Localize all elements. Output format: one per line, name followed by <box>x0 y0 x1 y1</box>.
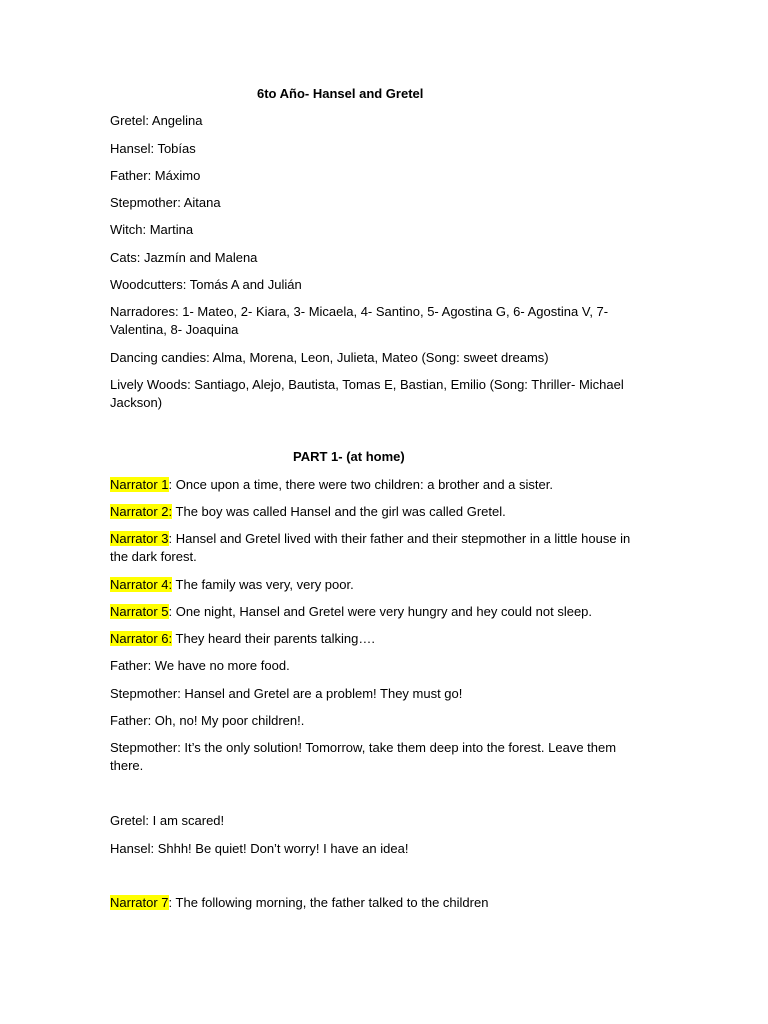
script-line-hansel: Hansel: Shhh! Be quiet! Don’t worry! I have an idea! <box>110 841 409 856</box>
script-line-narrator-3 <box>110 530 650 566</box>
speaker-separator: : <box>168 477 173 492</box>
script-line-narrator-5 <box>110 603 650 621</box>
script-line-stepmother: Stepmother: It’s the only solution! Tomorrow, take them deep into the forest. Leave them there. <box>110 740 617 773</box>
cast-line-witch: Witch: Martina <box>110 222 194 237</box>
script-line-father: Father: Oh, no! My poor children!. <box>110 713 305 728</box>
script-line-father: Father: We have no more food. <box>110 658 290 673</box>
cast-line-hansel: Hansel: Tobías <box>110 141 196 156</box>
script-line-gretel: Gretel: I am scared! <box>110 813 225 828</box>
cast-line-gretel: Gretel: Angelina <box>110 113 203 128</box>
cast-line-cats: Cats: Jazmín and Malena <box>110 250 258 265</box>
script-line-narrator-7 <box>110 894 650 912</box>
line-text: One night, Hansel and Gretel were very hungry and hey could not sleep. <box>172 604 593 619</box>
speaker-highlight: Narrator 5 <box>110 604 169 619</box>
line-text: The boy was called Hansel and the girl was called Gretel. <box>172 504 506 519</box>
cast-line-father: Father: Máximo <box>110 168 201 183</box>
cast-line-narradores: Narradores: 1- Mateo, 2- Kiara, 3- Micaela, 4- Santino, 5- Agostina G, 6- Agostina V, 7- Valentina, 8- Joaquina <box>110 304 609 337</box>
speaker-separator: : <box>168 895 173 910</box>
line-text: They heard their parents talking…. <box>172 631 375 646</box>
part-heading: PART 1- (at home) <box>293 449 405 464</box>
script-line-narrator-1 <box>110 476 650 494</box>
line-text: The following morning, the father talked to the children <box>172 895 489 910</box>
script-line-narrator-6 <box>110 630 650 648</box>
cast-line-woodcutters: Woodcutters: Tomás A and Julián <box>110 277 302 292</box>
speaker-separator: : <box>168 531 173 546</box>
speaker-highlight: Narrator 3 <box>110 531 169 546</box>
speaker-separator: : <box>168 604 173 619</box>
speaker-highlight: Narrator 7 <box>110 895 169 910</box>
speaker-highlight: Narrator 4: <box>110 577 173 592</box>
script-line-narrator-2 <box>110 503 650 521</box>
cast-line-dancing-candies: Dancing candies: Alma, Morena, Leon, Julieta, Mateo (Song: sweet dreams) <box>110 350 549 365</box>
script-line-narrator-4 <box>110 576 650 594</box>
line-text: Hansel and Gretel lived with their father and their stepmother in a little house in the dark forest. <box>110 531 631 564</box>
cast-line-lively-woods: Lively Woods: Santiago, Alejo, Bautista, Tomas E, Bastian, Emilio (Song: Thriller- Michael Jackson) <box>110 377 624 410</box>
cast-line-stepmother: Stepmother: Aitana <box>110 195 221 210</box>
document-title: 6to Año- Hansel and Gretel <box>257 86 424 101</box>
line-text: The family was very, very poor. <box>172 577 354 592</box>
speaker-highlight: Narrator 1 <box>110 477 169 492</box>
script-line-stepmother: Stepmother: Hansel and Gretel are a problem! They must go! <box>110 686 463 701</box>
speaker-highlight: Narrator 2: <box>110 504 173 519</box>
speaker-highlight: Narrator 6: <box>110 631 173 646</box>
line-text: Once upon a time, there were two children: a brother and a sister. <box>172 477 553 492</box>
